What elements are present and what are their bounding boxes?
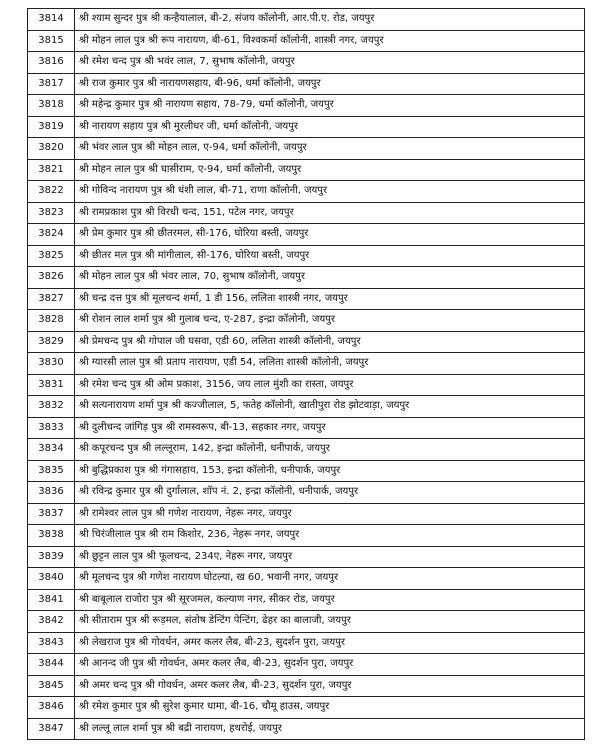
member-list-sheet: [27, 8, 585, 740]
table-row: [28, 288, 585, 310]
member-entry: श्री रमेश चन्द पुत्र श्री भवंर लाल, 7, सुभाष कॉलोनी, जयपुर: [75, 52, 585, 74]
table-row: [28, 181, 585, 203]
serial-number: 3820: [28, 138, 75, 160]
table-row: [28, 73, 585, 95]
serial-number: 3828: [28, 310, 75, 332]
member-entry: श्री कपूरचन्द पुत्र श्री लल्लूराम, 142, इन्द्रा कॉलोनी, धनीपार्क, जयपुर: [75, 439, 585, 461]
table-row: [28, 675, 585, 697]
serial-number: 3822: [28, 181, 75, 203]
serial-number: 3821: [28, 159, 75, 181]
table-row: [28, 697, 585, 719]
table-row: [28, 138, 585, 160]
member-entry: श्री दुलीचन्द जांगिड़ पुत्र श्री रामस्वरूप, बी-13, सहकार नगर, जयपुर: [75, 417, 585, 439]
member-entry: श्री चिरंजीलाल पुत्र श्री राम किशोर, 236, नेहरू नगर, जयपुर: [75, 525, 585, 547]
serial-number: 3830: [28, 353, 75, 375]
serial-number: 3833: [28, 417, 75, 439]
serial-number: 3815: [28, 30, 75, 52]
table-row: [28, 589, 585, 611]
member-entry: श्री श्याम सुन्दर पुत्र श्री कन्हैयालाल, बी-2, संजय कॉलोनी, आर.पी.ए. रोड, जयपुर: [75, 9, 585, 31]
serial-number: 3816: [28, 52, 75, 74]
serial-number: 3837: [28, 503, 75, 525]
serial-number: 3840: [28, 568, 75, 590]
serial-number: 3846: [28, 697, 75, 719]
member-entry: श्री रामप्रकाश पुत्र श्री विरधी चन्द, 151, पटेल नगर, जयपुर: [75, 202, 585, 224]
member-entry: श्री रामेश्वर लाल पुत्र श्री गणेश नारायण, नेहरू नगर, जयपुर: [75, 503, 585, 525]
table-row: [28, 654, 585, 676]
serial-number: 3819: [28, 116, 75, 138]
table-row: [28, 30, 585, 52]
member-entry: श्री बुद्धिप्रकाश पुत्र श्री गंगासहाय, 153, इन्द्रा कॉलोनी, धनीपार्क, जयपुर: [75, 460, 585, 482]
table-row: [28, 310, 585, 332]
member-table: [27, 8, 585, 740]
member-entry: श्री भंवर लाल पुत्र श्री मोहन लाल, ए-94, धर्मा कॉलोनी, जयपुर: [75, 138, 585, 160]
member-entry: श्री छुट्टन लाल पुत्र श्री फूलचन्द, 234ए, नेहरू नगर, जयपुर: [75, 546, 585, 568]
member-entry: श्री ग्यारसी लाल पुत्र श्री प्रताप नारायण, एडी 54, ललिता शास्त्री कॉलोनी, जयपुर: [75, 353, 585, 375]
table-row: [28, 224, 585, 246]
member-entry: श्री लेखराज पुत्र श्री गोवर्धन, अमर कलर लैब, बी-23, सुदर्शन पुरा, जयपुर: [75, 632, 585, 654]
table-row: [28, 202, 585, 224]
member-entry: श्री छीतर मल पुत्र श्री मांगीलाल, सी-176, घोरिया बस्ती, जयपुर: [75, 245, 585, 267]
member-entry: श्री अमर चन्द पुत्र श्री गोवर्धन, अमर कलर लैब, बी-23, सुदर्शन पुरा, जयपुर: [75, 675, 585, 697]
table-row: [28, 718, 585, 740]
serial-number: 3847: [28, 718, 75, 740]
table-row: [28, 267, 585, 289]
member-entry: श्री चन्द्र दत्त पुत्र श्री मूलचन्द शर्मा, 1 डी 156, ललिता शास्त्री नगर, जयपुर: [75, 288, 585, 310]
serial-number: 3824: [28, 224, 75, 246]
serial-number: 3834: [28, 439, 75, 461]
table-row: [28, 396, 585, 418]
serial-number: 3845: [28, 675, 75, 697]
table-row: [28, 525, 585, 547]
member-entry: श्री मोहन लाल पुत्र श्री घासीराम, ए-94, धर्मा कॉलोनी, जयपुर: [75, 159, 585, 181]
serial-number: 3825: [28, 245, 75, 267]
table-row: [28, 245, 585, 267]
serial-number: 3836: [28, 482, 75, 504]
table-row: [28, 546, 585, 568]
member-entry: श्री मोहन लाल पुत्र श्री रूप नारायण, बी-61, विश्वकर्मा कॉलोनी, शास्त्री नगर, जयपुर: [75, 30, 585, 52]
table-row: [28, 331, 585, 353]
table-row: [28, 482, 585, 504]
member-entry: श्री मूलचन्द पुत्र श्री गणेश नारायण घोटल्या, ख 60, भवानी नगर, जयपुर: [75, 568, 585, 590]
serial-number: 3844: [28, 654, 75, 676]
table-row: [28, 632, 585, 654]
member-entry: श्री नारायण सहाय पुत्र श्री मुरलीधर जी, धर्मा कॉलोनी, जयपुर: [75, 116, 585, 138]
member-entry: श्री गोविन्द नारायण पुत्र श्री धंशी लाल, बी-71, राणा कॉलोनी, जयपुर: [75, 181, 585, 203]
serial-number: 3841: [28, 589, 75, 611]
member-entry: श्री रमेश चन्द पुत्र श्री ओम प्रकाश, 3156, जय लाल मुंशी का रास्ता, जयपुर: [75, 374, 585, 396]
member-entry: श्री रविन्द्र कुमार पुत्र श्री दुर्गालाल, शॉप नं. 2, इन्द्रा कॉलोनी, धनीपार्क, जयपुर: [75, 482, 585, 504]
table-row: [28, 353, 585, 375]
table-row: [28, 439, 585, 461]
member-entry: श्री सीताराम पुत्र श्री रूड़मल, संतोष डेन्टिंग पेन्टिंग, ढेहर का बालाजी, जयपुर: [75, 611, 585, 633]
serial-number: 3827: [28, 288, 75, 310]
table-row: [28, 460, 585, 482]
table-row: [28, 159, 585, 181]
table-row: [28, 116, 585, 138]
member-entry: श्री प्रेम कुमार पुत्र श्री छीतरमल, सी-176, घोरिया बस्ती, जयपुर: [75, 224, 585, 246]
table-row: [28, 417, 585, 439]
member-entry: श्री रोशन लाल शर्मा पुत्र श्री गुलाब चन्द, ए-287, इन्द्रा कॉलोनी, जयपुर: [75, 310, 585, 332]
member-entry: श्री मोहन लाल पुत्र श्री भंवर लाल, 70, सुभाष कॉलोनी, जयपुर: [75, 267, 585, 289]
serial-number: 3832: [28, 396, 75, 418]
serial-number: 3818: [28, 95, 75, 117]
table-row: [28, 95, 585, 117]
table-row: [28, 52, 585, 74]
serial-number: 3839: [28, 546, 75, 568]
table-row: [28, 568, 585, 590]
serial-number: 3817: [28, 73, 75, 95]
member-entry: श्री महेन्द्र कुमार पुत्र श्री नारायण सहाय, 78-79, धर्मा कॉलोनी, जयपुर: [75, 95, 585, 117]
table-row: [28, 374, 585, 396]
serial-number: 3814: [28, 9, 75, 31]
serial-number: 3831: [28, 374, 75, 396]
member-table-body: [28, 9, 585, 740]
serial-number: 3823: [28, 202, 75, 224]
member-entry: श्री लल्लू लाल शर्मा पुत्र श्री बद्री नारायण, हथरोई, जयपुर: [75, 718, 585, 740]
member-entry: श्री बाबूलाल राजोरा पुत्र श्री सूरजमल, कल्याण नगर, सीकर रोड, जयपुर: [75, 589, 585, 611]
member-entry: श्री रमेश कुमार पुत्र श्री सुरेश कुमार धामा, बी-16, चौमू हाउस, जयपुर: [75, 697, 585, 719]
serial-number: 3843: [28, 632, 75, 654]
member-entry: श्री प्रेमचन्द पुत्र श्री गोपाल जी घसवा, एडी 60, ललिता शास्त्री कॉलोनी, जयपुर: [75, 331, 585, 353]
table-row: [28, 503, 585, 525]
serial-number: 3835: [28, 460, 75, 482]
serial-number: 3829: [28, 331, 75, 353]
table-row: [28, 611, 585, 633]
table-row: [28, 9, 585, 31]
member-entry: श्री राज कुमार पुत्र श्री नारायणसहाय, बी-96, धर्मा कॉलोनी, जयपुर: [75, 73, 585, 95]
serial-number: 3826: [28, 267, 75, 289]
member-entry: श्री सत्यनारायण शर्मा पुत्र श्री कज्जीलाल, 5, फतेह कॉलोनी, खातीपुरा रोड झोटवाड़ा, जयपुर: [75, 396, 585, 418]
serial-number: 3842: [28, 611, 75, 633]
serial-number: 3838: [28, 525, 75, 547]
member-entry: श्री आनन्द जी पुत्र श्री गोवर्धन, अमर कलर लैब, बी-23, सुदर्शन पुरा, जयपुर: [75, 654, 585, 676]
